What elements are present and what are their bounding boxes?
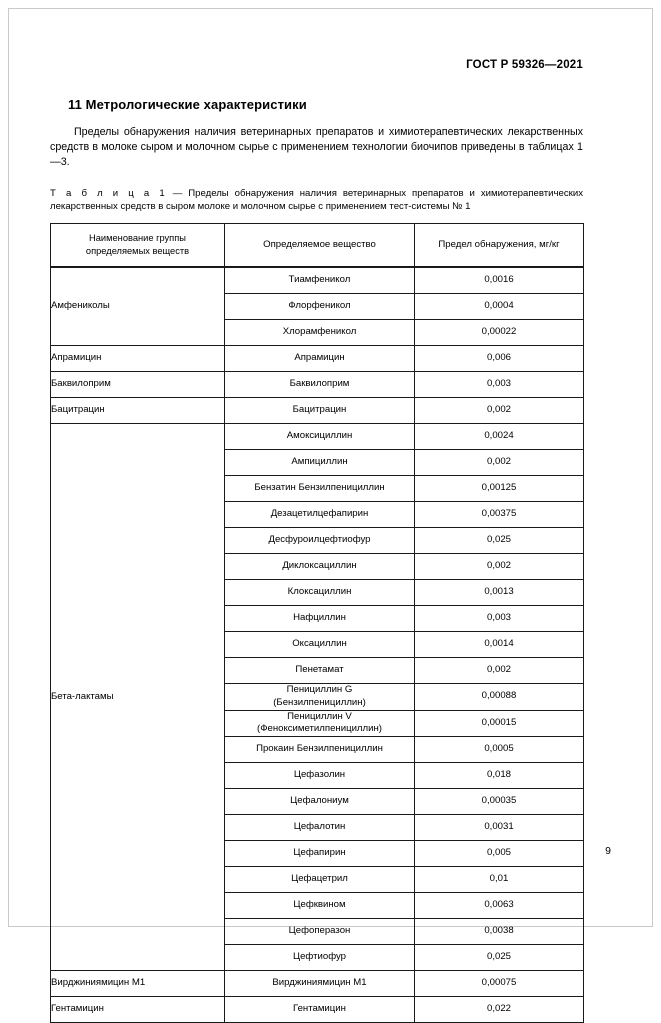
cell-substance: Дезацетилцефапирин (225, 502, 415, 528)
cell-group-name: Амфениколы (51, 267, 225, 346)
cell-substance: Цефалотин (225, 815, 415, 841)
cell-substance: Оксациллин (225, 632, 415, 658)
cell-substance-line1: Пенициллин G (286, 684, 353, 696)
cell-substance: Амоксициллин (225, 424, 415, 450)
cell-substance: Цефалониум (225, 789, 415, 815)
table-caption (50, 187, 583, 213)
section-title: 11 Метрологические характеристики (68, 97, 307, 112)
page-number: 9 (605, 845, 611, 857)
table-row (51, 971, 584, 997)
cell-substance: Флорфеникол (225, 294, 415, 320)
cell-substance: Цефацетрил (225, 867, 415, 893)
cell-substance-line2: (Бензилпенициллин) (273, 696, 366, 708)
cell-detection-limit: 0,0016 (415, 267, 584, 294)
table-caption-text: — Пределы обнаружения наличия ветеринарных препаратов и химиотерапевтических лекарственных средств в сыром молоке и молочном сырье с применением тест-системы № 1 (50, 187, 583, 212)
table-row (51, 372, 584, 398)
detection-limits-table (50, 223, 584, 1023)
cell-detection-limit: 0,00075 (415, 971, 584, 997)
cell-group-name: Баквилоприм (51, 372, 225, 398)
cell-detection-limit: 0,00088 (415, 684, 584, 711)
cell-substance (225, 710, 415, 737)
cell-detection-limit: 0,005 (415, 841, 584, 867)
table-row (51, 267, 584, 294)
column-header-group-line1: Наименование группы (89, 233, 186, 244)
cell-group-name: Вирджиниямицин М1 (51, 971, 225, 997)
cell-detection-limit: 0,0063 (415, 893, 584, 919)
section-paragraph: Пределы обнаружения наличия ветеринарных препаратов и химиотерапевтических лекарственных средств в молоке сыром и молочном сырье с применением технологии биочипов приведены в таблицах 1—3. (50, 126, 583, 169)
cell-detection-limit: 0,0024 (415, 424, 584, 450)
cell-substance: Цефазолин (225, 763, 415, 789)
cell-group-name: Гентамицин (51, 997, 225, 1023)
cell-substance: Ампициллин (225, 450, 415, 476)
column-header-group (51, 224, 225, 268)
cell-detection-limit: 0,0005 (415, 737, 584, 763)
cell-detection-limit: 0,0031 (415, 815, 584, 841)
cell-substance: Прокаин Бензилпенициллин (225, 737, 415, 763)
cell-group-name: Апрамицин (51, 346, 225, 372)
cell-detection-limit: 0,00015 (415, 710, 584, 737)
cell-detection-limit: 0,006 (415, 346, 584, 372)
table-body (51, 267, 584, 1023)
cell-group-name: Бацитрацин (51, 398, 225, 424)
cell-substance: Цефоперазон (225, 919, 415, 945)
cell-substance: Баквилоприм (225, 372, 415, 398)
cell-substance: Апрамицин (225, 346, 415, 372)
cell-substance-line2: (Феноксиметилпенициллин) (257, 723, 382, 735)
column-header-substance: Определяемое вещество (225, 224, 415, 268)
cell-substance: Бензатин Бензилпенициллин (225, 476, 415, 502)
cell-substance: Гентамицин (225, 997, 415, 1023)
cell-detection-limit: 0,00375 (415, 502, 584, 528)
standard-number-header: ГОСТ Р 59326—2021 (466, 59, 583, 71)
cell-detection-limit: 0,002 (415, 450, 584, 476)
cell-substance: Пенетамат (225, 658, 415, 684)
cell-group-name: Бета-лактамы (51, 424, 225, 971)
cell-detection-limit: 0,00035 (415, 789, 584, 815)
cell-substance: Цефапирин (225, 841, 415, 867)
column-header-group-line2: определяемых веществ (85, 246, 190, 257)
table-row (51, 997, 584, 1023)
cell-detection-limit: 0,00125 (415, 476, 584, 502)
cell-detection-limit: 0,022 (415, 997, 584, 1023)
cell-detection-limit: 0,025 (415, 945, 584, 971)
cell-detection-limit: 0,0004 (415, 294, 584, 320)
column-header-limit: Предел обнаружения, мг/кг (415, 224, 584, 268)
cell-substance: Диклоксациллин (225, 554, 415, 580)
cell-substance: Тиамфеникол (225, 267, 415, 294)
cell-detection-limit: 0,0014 (415, 632, 584, 658)
cell-detection-limit: 0,0038 (415, 919, 584, 945)
cell-substance-line1: Пенициллин V (287, 710, 352, 722)
cell-substance: Хлорамфеникол (225, 320, 415, 346)
cell-substance: Клоксациллин (225, 580, 415, 606)
cell-substance: Бацитрацин (225, 398, 415, 424)
table-caption-label: Т а б л и ц а 1 (50, 187, 167, 199)
cell-detection-limit: 0,002 (415, 554, 584, 580)
cell-detection-limit: 0,002 (415, 658, 584, 684)
page-content (50, 0, 583, 1023)
cell-substance: Вирджиниямицин М1 (225, 971, 415, 997)
cell-detection-limit: 0,003 (415, 372, 584, 398)
cell-substance: Цефтиофур (225, 945, 415, 971)
table-row (51, 346, 584, 372)
cell-detection-limit: 0,01 (415, 867, 584, 893)
table-row (51, 424, 584, 450)
cell-detection-limit: 0,002 (415, 398, 584, 424)
table-row (51, 398, 584, 424)
table-header (51, 224, 584, 268)
cell-detection-limit: 0,018 (415, 763, 584, 789)
cell-detection-limit: 0,00022 (415, 320, 584, 346)
cell-substance: Нафциллин (225, 606, 415, 632)
cell-detection-limit: 0,025 (415, 528, 584, 554)
table-header-row (51, 224, 584, 268)
cell-substance: Цефквином (225, 893, 415, 919)
cell-substance: Десфуроилцефтиофур (225, 528, 415, 554)
cell-substance (225, 684, 415, 711)
cell-detection-limit: 0,0013 (415, 580, 584, 606)
cell-detection-limit: 0,003 (415, 606, 584, 632)
